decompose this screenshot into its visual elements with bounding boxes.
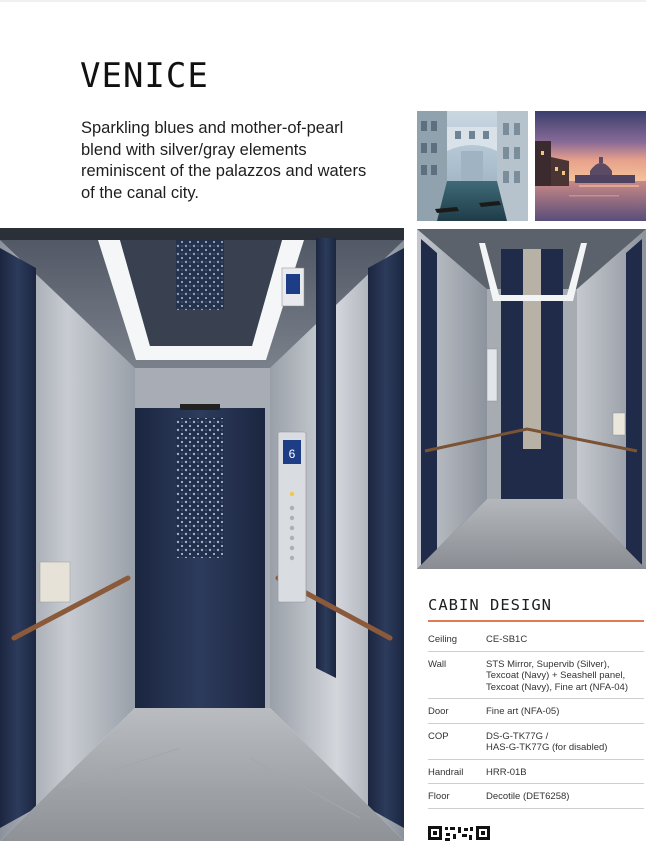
page-title: VENICE xyxy=(80,56,209,96)
spec-row-wall xyxy=(428,651,644,699)
spec-row-cop xyxy=(428,723,644,759)
cop-floor-display: 6 xyxy=(288,447,296,461)
heading-accent-rule xyxy=(428,620,644,622)
cabin-interior-render xyxy=(0,228,404,841)
spec-row-ceiling xyxy=(428,627,644,651)
cabin-perspective-render xyxy=(417,229,646,569)
venice-canal-photo xyxy=(417,111,528,221)
spec-row-floor xyxy=(428,784,644,809)
venice-sunset-photo xyxy=(535,111,646,221)
spec-value: CE-SB1C xyxy=(486,627,644,651)
cabin-design-heading: CABIN DESIGN xyxy=(428,596,552,614)
spec-value: Fine art (NFA-05) xyxy=(486,699,644,724)
cabin-design-table xyxy=(428,627,644,809)
page-description: Sparkling blues and mother-of-pearl blend with silver/gray elements reminiscent of the palazzos and waters of the canal city. xyxy=(81,119,367,202)
spec-label: Handrail xyxy=(428,759,486,784)
qr-code[interactable] xyxy=(428,826,490,841)
spec-label: Wall xyxy=(428,651,486,699)
spec-value: Decotile (DET6258) xyxy=(486,784,644,809)
spec-row-handrail xyxy=(428,759,644,784)
spec-value: HRR-01B xyxy=(486,759,644,784)
spec-label: COP xyxy=(428,723,486,759)
spec-row-door xyxy=(428,699,644,724)
spec-label: Floor xyxy=(428,784,486,809)
spec-value: DS-G-TK77G / HAS-G-TK77G (for disabled) xyxy=(486,723,644,759)
top-border xyxy=(0,0,646,2)
spec-label: Ceiling xyxy=(428,627,486,651)
spec-value: STS Mirror, Supervib (Silver), Texcoat (Navy) + Seashell panel, Texcoat (Navy), Fine art (NFA-04) xyxy=(486,651,644,699)
spec-label: Door xyxy=(428,699,486,724)
